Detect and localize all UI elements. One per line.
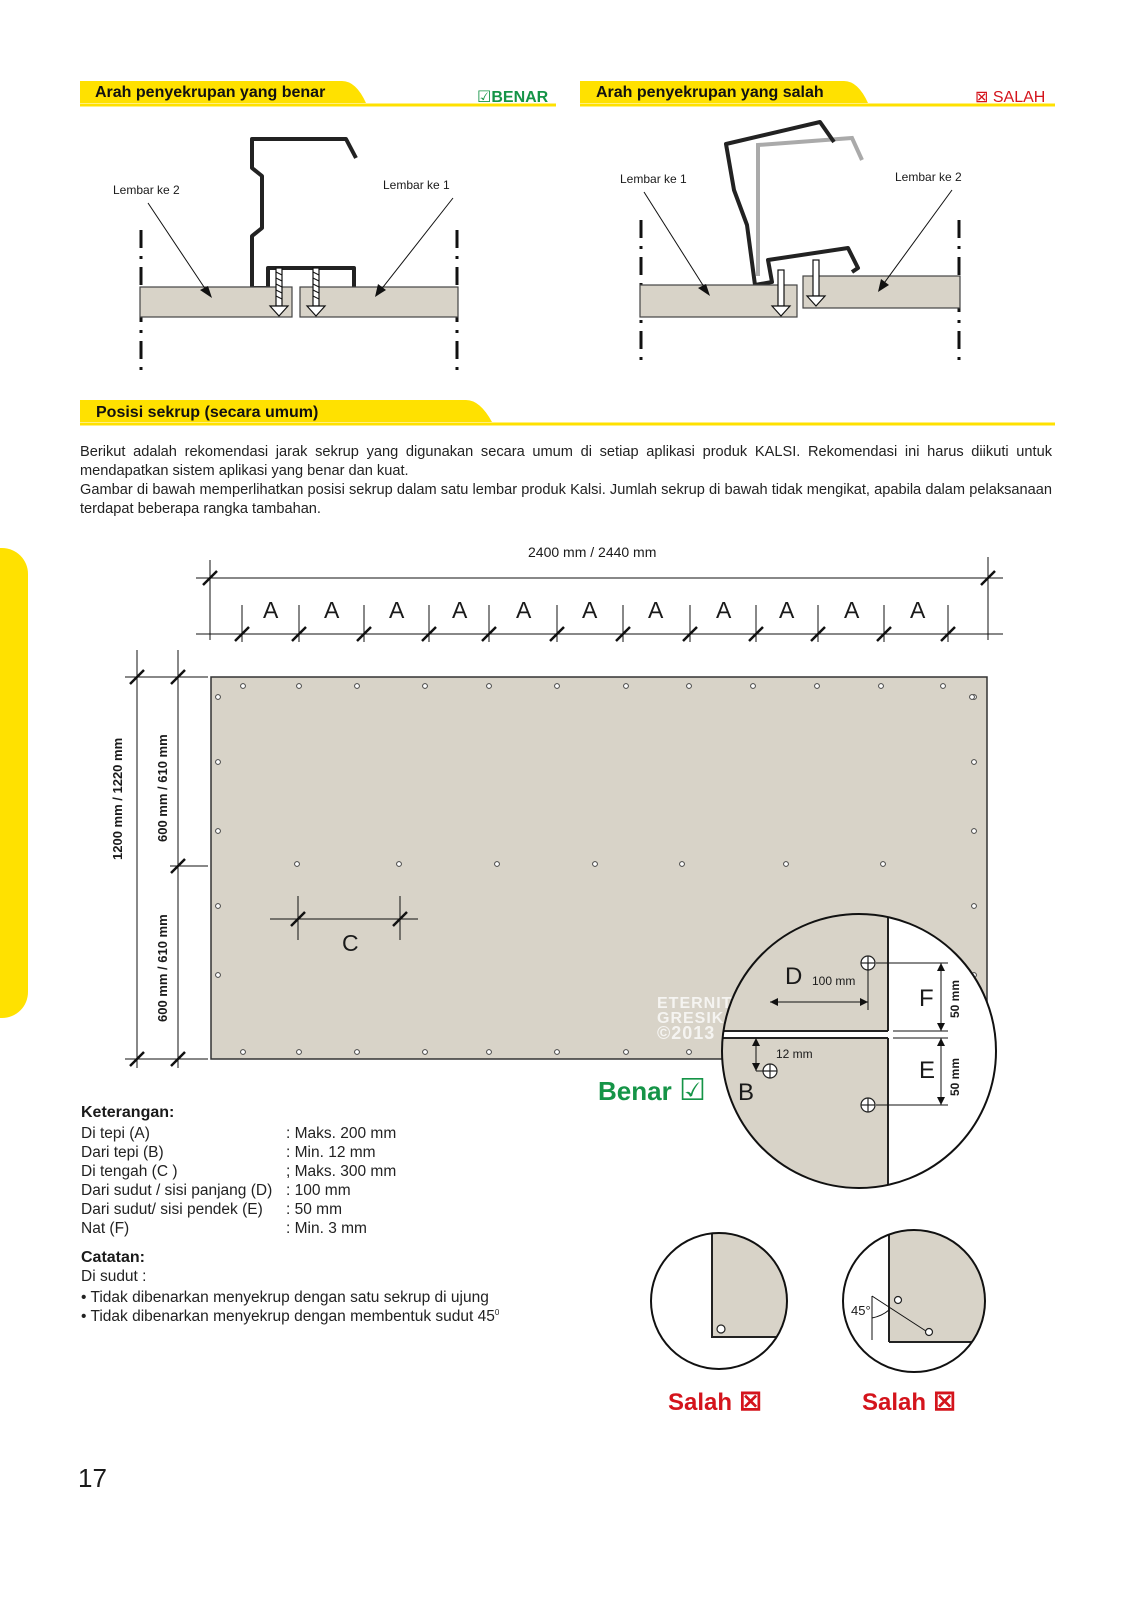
screw-hole — [216, 760, 221, 765]
label-sheet-1-wrong: Lembar ke 1 — [620, 172, 687, 186]
label-sheet-2-wrong: Lembar ke 2 — [895, 170, 962, 184]
height-label: 1200 mm / 1220 mm — [110, 737, 125, 860]
legend-row-label: Di tengah (C ) — [81, 1163, 178, 1180]
screw-hole — [687, 684, 692, 689]
screw-hole — [216, 829, 221, 834]
screw-hole — [555, 684, 560, 689]
screw-hole — [972, 829, 977, 834]
zoom-label-d-value: 100 mm — [812, 974, 856, 988]
screw-hole — [881, 862, 886, 867]
spacing-label-a: A — [779, 597, 795, 623]
spacing-label-a: A — [452, 597, 468, 623]
legend-row — [81, 1163, 441, 1181]
screw-hole — [624, 684, 629, 689]
spacing-label-a: A — [910, 597, 926, 623]
verdict-ok: Benar ☑ — [598, 1074, 706, 1107]
legend-row — [81, 1201, 441, 1219]
legend-row-label: Di tepi (A) — [81, 1125, 150, 1142]
screw-hole — [972, 760, 977, 765]
screw-hole — [241, 684, 246, 689]
spacing-label-a: A — [716, 597, 732, 623]
legend-title: Keterangan: — [81, 1104, 175, 1121]
spacing-label-a: A — [844, 597, 860, 623]
screw-hole — [355, 1050, 360, 1055]
legend-row-value: : Min. 3 mm — [286, 1220, 367, 1237]
width-label: 2400 mm / 2440 mm — [528, 544, 657, 560]
section-position-title: Posisi sekrup (secara umum) — [96, 404, 319, 421]
legend-row — [81, 1125, 441, 1143]
section-correct-title: Arah penyekrupan yang benar — [95, 84, 326, 101]
label-sheet-2-correct: Lembar ke 2 — [113, 183, 180, 197]
half-height-label-bottom: 600 mm / 610 mm — [155, 914, 170, 1022]
legend-row-value: : 100 mm — [286, 1182, 351, 1199]
screw-hole — [624, 1050, 629, 1055]
cross-box-icon: ⊠ — [975, 89, 989, 106]
note-item-1: • Tidak dibenarkan menyekrup dengan satu sekrup di ujung — [81, 1289, 489, 1306]
screw-hole — [970, 695, 975, 700]
badge-benar: ☑BENAR — [477, 89, 549, 106]
screw-hole — [680, 862, 685, 867]
legend-row — [81, 1182, 441, 1200]
screw-hole — [297, 684, 302, 689]
label-sheet-1-correct: Lembar ke 1 — [383, 178, 450, 192]
screw-hole — [355, 684, 360, 689]
screw-hole — [879, 684, 884, 689]
legend-row-value: : Maks. 200 mm — [286, 1125, 397, 1142]
screw-hole — [216, 904, 221, 909]
screw-hole — [216, 973, 221, 978]
screw-hole — [555, 1050, 560, 1055]
check-box-icon: ☑ — [477, 89, 492, 106]
legend-row — [81, 1220, 441, 1238]
notes-title: Catatan: — [81, 1249, 146, 1266]
center-spacing-label: C — [342, 930, 359, 956]
zoom-label-f: F — [919, 985, 934, 1012]
screw-hole — [487, 684, 492, 689]
angle-label: 45° — [851, 1303, 871, 1318]
verdict-bad-1: Salah ⊠ — [668, 1385, 763, 1416]
screw-hole — [495, 862, 500, 867]
badge-salah: ⊠ SALAH — [975, 89, 1046, 106]
zoom-label-b-value: 12 mm — [776, 1047, 813, 1061]
screw-hole — [751, 684, 756, 689]
zoom-label-d: D — [785, 963, 803, 990]
legend-row — [81, 1144, 441, 1162]
screw-hole — [784, 862, 789, 867]
screw-hole — [241, 1050, 246, 1055]
notes-subtitle: Di sudut : — [81, 1268, 147, 1285]
spacing-label-a: A — [516, 597, 532, 623]
legend-row-value: : Min. 12 mm — [286, 1144, 376, 1161]
screw-hole — [487, 1050, 492, 1055]
verdict-bad-2: Salah ⊠ — [862, 1385, 957, 1416]
screw-hole — [593, 862, 598, 867]
screw-hole — [423, 1050, 428, 1055]
cross-box-icon: ⊠ — [738, 1385, 763, 1416]
screw-hole — [216, 695, 221, 700]
screw-hole — [423, 684, 428, 689]
legend-row-label: Dari sudut/ sisi pendek (E) — [81, 1201, 263, 1218]
spacing-label-a: A — [648, 597, 664, 623]
screw-hole — [815, 684, 820, 689]
section-wrong-title: Arah penyekrupan yang salah — [596, 84, 824, 101]
screw-hole — [972, 904, 977, 909]
zoom-label-e-value: 50 mm — [948, 1057, 962, 1096]
screw-hole — [297, 1050, 302, 1055]
zoom-label-b: B — [738, 1079, 755, 1106]
intro-paragraph-2: Gambar di bawah memperlihatkan posisi sekrup dalam satu lembar produk Kalsi. Jumlah sekrup di bawah tidak mengikat, apabila dalam pelaksanaan terdapat beberapa rangka tambahan. — [80, 482, 1052, 517]
zoom-label-e: E — [919, 1057, 936, 1084]
spacing-label-a: A — [324, 597, 340, 623]
legend-row-value: : 50 mm — [286, 1201, 342, 1218]
screw-hole — [687, 1050, 692, 1055]
legend-row-label: Dari sudut / sisi panjang (D) — [81, 1182, 273, 1199]
note-item-2: • Tidak dibenarkan menyekrup dengan membentuk sudut $45^0$ — [81, 1308, 500, 1326]
legend-row-label: Nat (F) — [81, 1220, 130, 1237]
half-height-label-top: 600 mm / 610 mm — [155, 734, 170, 842]
spacing-label-a: A — [263, 597, 279, 623]
watermark: ETERNIT GRESIK ©2013 — [657, 995, 733, 1043]
spacing-label-a: A — [389, 597, 405, 623]
page-number: 17 — [78, 1463, 107, 1493]
legend-row-value: ; Maks. 300 mm — [286, 1163, 397, 1180]
screw-hole — [941, 684, 946, 689]
screw-hole — [295, 862, 300, 867]
legend-row-label: Dari tepi (B) — [81, 1144, 164, 1161]
zoom-label-f-value: 50 mm — [948, 979, 962, 1018]
spacing-label-a: A — [582, 597, 598, 623]
screw-hole — [397, 862, 402, 867]
cross-box-icon: ⊠ — [932, 1385, 957, 1416]
check-box-icon: ☑ — [678, 1074, 706, 1107]
intro-paragraph-1: Berikut adalah rekomendasi jarak sekrup yang digunakan secara umum di setiap aplikasi produk KALSI. Rekomendasi ini harus diikuti untuk mendapatkan sistem aplikasi yang benar dan kuat. — [80, 444, 1052, 479]
